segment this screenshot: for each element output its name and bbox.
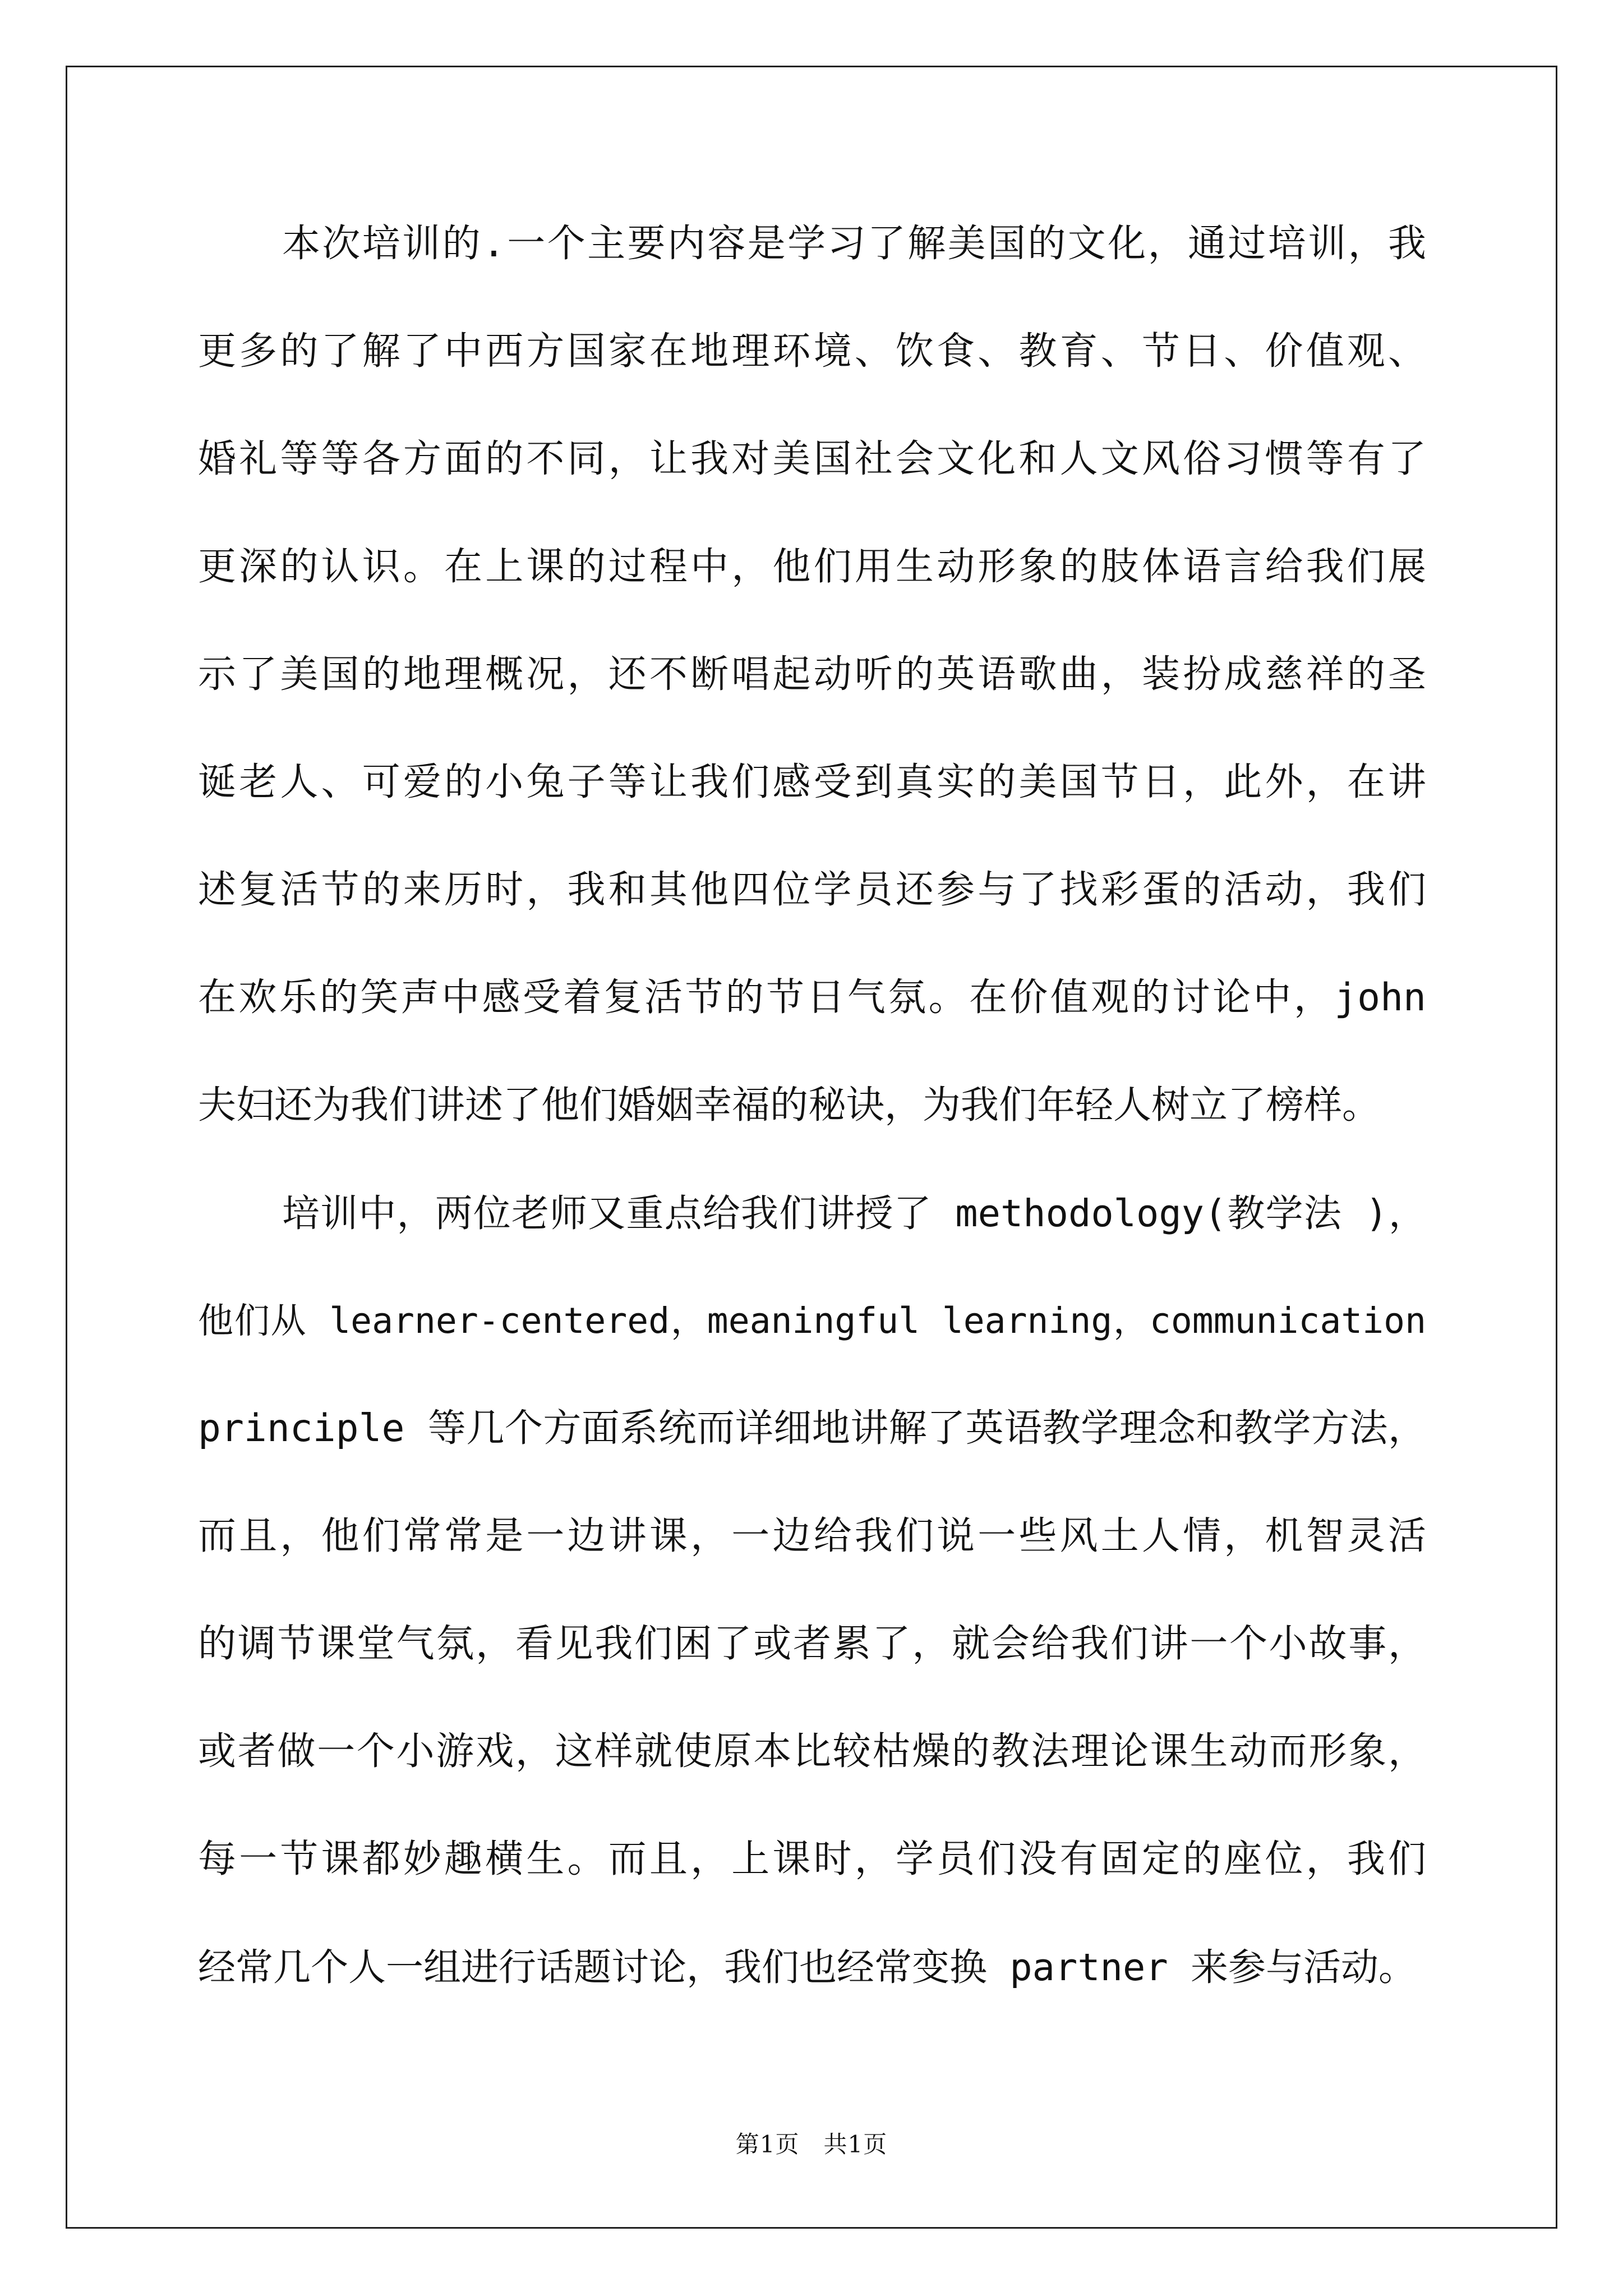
paragraph-2-line-3: principle 等几个方面系统而详细地讲解了英语教学理念和教学方法， [198, 1406, 1426, 1451]
paragraph-1-line-5: 示了美国的地理概况，还不断唱起动听的英语歌曲，装扮成慈祥的圣 [198, 652, 1426, 697]
paragraph-2-line-4: 而且，他们常常是一边讲课，一边给我们说一些风土人情，机智灵活 [198, 1514, 1426, 1558]
paragraph-1-line-2: 更多的了解了中西方国家在地理环境、饮食、教育、节日、价值观、 [198, 329, 1426, 374]
paragraph-2-line-2: 他们从 learner-centered，meaningful learning，communication [198, 1300, 1426, 1341]
paragraph-1-line-3: 婚礼等等各方面的不同，让我对美国社会文化和人文风俗习惯等有了 [198, 437, 1426, 481]
paragraph-2-line-8: 经常几个人一组进行话题讨论，我们也经常变换 partner 来参与活动。 [198, 1945, 1417, 1989]
page-frame [66, 66, 1557, 2229]
paragraph-1-line-9: 夫妇还为我们讲述了他们婚姻幸福的秘诀，为我们年轻人树立了榜样。 [198, 1083, 1381, 1128]
paragraph-2-line-6: 或者做一个小游戏，这样就使原本比较枯燥的教法理论课生动而形象， [198, 1729, 1426, 1774]
paragraph-2-line-1: 培训中，两位老师又重点给我们讲授了 methodology(教学法 )， [282, 1191, 1426, 1235]
paragraph-1-line-6: 诞老人、可爱的小兔子等让我们感受到真实的美国节日，此外，在讲 [198, 760, 1426, 804]
paragraph-1-line-4: 更深的认识。在上课的过程中，他们用生动形象的肢体语言给我们展 [198, 545, 1426, 589]
paragraph-1-line-8: 在欢乐的笑声中感受着复活节的节日气氛。在价值观的讨论中，john [198, 976, 1426, 1020]
paragraph-1-line-1: 本次培训的.一个主要内容是学习了解美国的文化，通过培训，我 [282, 222, 1426, 266]
page-number-footer: 第1页 共1页 [735, 2131, 888, 2158]
paragraph-2-line-7: 每一节课都妙趣横生。而且，上课时，学员们没有固定的座位，我们 [198, 1837, 1426, 1881]
paragraph-1-line-7: 述复活节的来历时，我和其他四位学员还参与了找彩蛋的活动，我们 [198, 868, 1426, 912]
paragraph-2-line-5: 的调节课堂气氛，看见我们困了或者累了，就会给我们讲一个小故事， [198, 1622, 1426, 1666]
